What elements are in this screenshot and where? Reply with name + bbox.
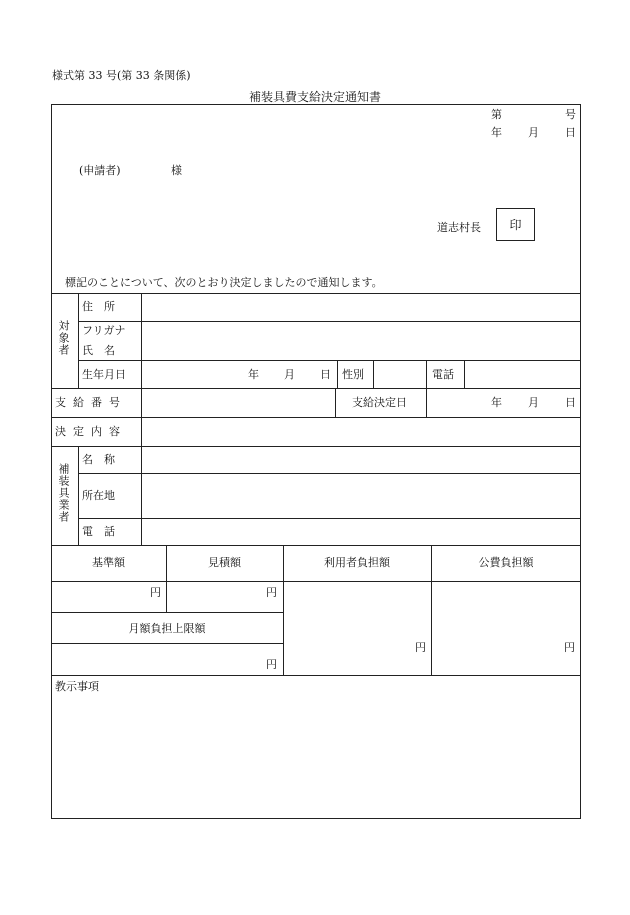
furigana-label: フリガナ [82, 324, 126, 337]
birth-month: 月 [284, 368, 295, 381]
vendor-location-label: 所在地 [82, 489, 115, 502]
header-day: 日 [565, 126, 576, 139]
estimate-amount-label: 見積額 [208, 556, 241, 569]
instructions-label: 教示事項 [55, 680, 99, 693]
decision-year: 年 [491, 396, 502, 409]
decision-content-label: 決定内容 [55, 425, 127, 438]
header-year: 年 [491, 126, 502, 139]
payment-number-label: 支給番号 [55, 396, 127, 409]
applicant-label: (申請者) [79, 164, 121, 177]
decision-day: 日 [565, 396, 576, 409]
page-title: 補装具費支給決定通知書 [248, 90, 381, 104]
public-burden-label: 公費負担額 [478, 556, 534, 569]
birth-day: 日 [320, 368, 331, 381]
header-month: 月 [528, 126, 539, 139]
user-burden-yen: 円 [415, 641, 426, 654]
birth-year: 年 [248, 368, 259, 381]
payment-decision-date-label: 支給決定日 [352, 396, 407, 409]
public-burden-yen: 円 [564, 641, 575, 654]
monthly-cap-label: 月額負担上限額 [128, 622, 206, 635]
user-burden-label: 利用者負担額 [324, 556, 390, 569]
notice-text: 標記のことについて、次のとおり決定しましたので通知します。 [65, 276, 383, 289]
subject-group-label: 対象者 [57, 320, 70, 356]
subject-phone-label: 電話 [432, 368, 454, 381]
decision-month: 月 [528, 396, 539, 409]
monthly-cap-yen: 円 [266, 658, 277, 671]
seal-box [496, 208, 535, 241]
estimate-yen: 円 [266, 586, 277, 599]
birthdate-label: 生年月日 [82, 368, 126, 381]
mayor-title: 道志村長 [437, 221, 481, 234]
header-gou: 号 [565, 108, 576, 121]
vendor-phone-label: 電 話 [82, 525, 115, 538]
seal-label: 印 [509, 218, 522, 232]
header-dai: 第 [491, 108, 502, 121]
vendor-name-label: 名 称 [82, 453, 115, 466]
name-label: 氏 名 [82, 344, 115, 357]
sama-label: 様 [171, 164, 182, 177]
standard-yen: 円 [150, 586, 161, 599]
form-number: 様式第 33 号(第 33 条関係) [52, 69, 191, 82]
address-label: 住 所 [82, 300, 115, 313]
standard-amount-label: 基準額 [92, 556, 125, 569]
sex-label: 性別 [342, 368, 364, 381]
vendor-group-label: 補装具業者 [57, 463, 70, 523]
